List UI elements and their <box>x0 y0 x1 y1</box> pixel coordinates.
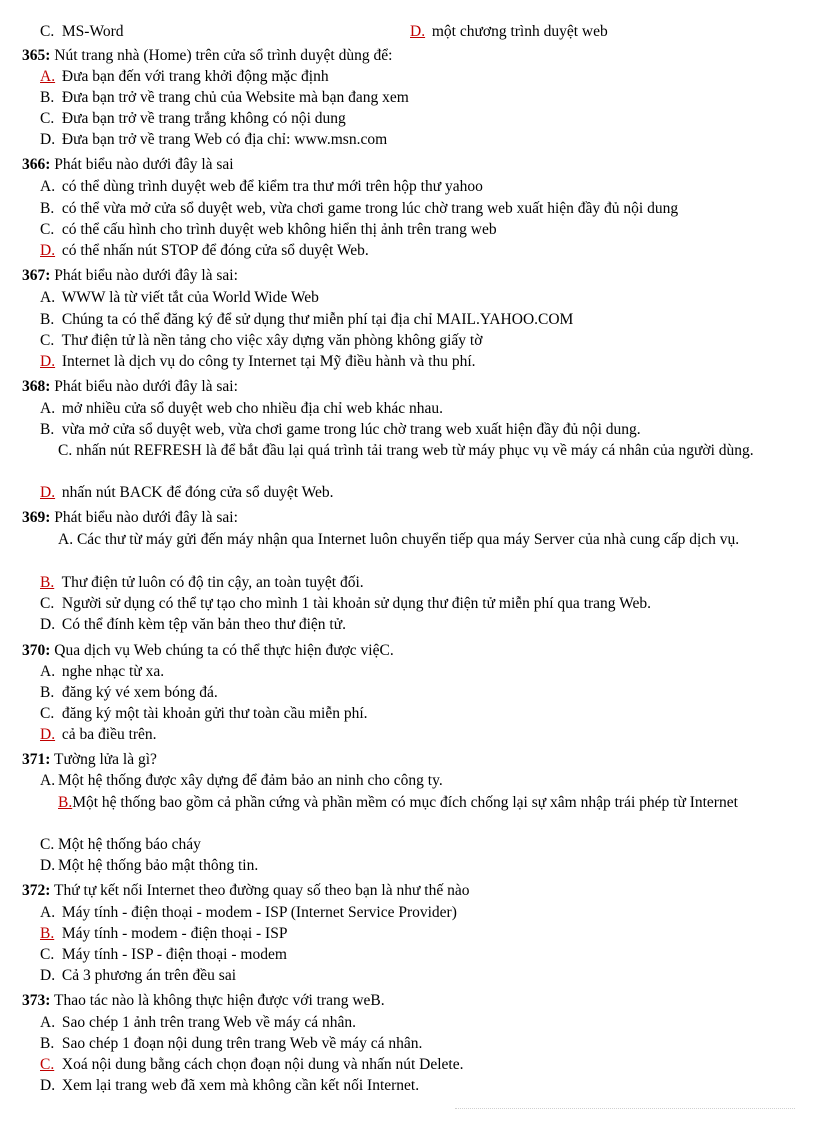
option-366-d: D. có thể nhấn nút STOP để đóng cửa sổ duyệt Web. <box>40 242 369 259</box>
option-366-c: C. có thể cấu hình cho trình duyệt web không hiển thị ảnh trên trang web <box>40 221 497 238</box>
option-370-b: B. đăng ký vé xem bóng đá. <box>40 684 218 701</box>
option-371-d: D. Một hệ thống bảo mật thông tin. <box>40 857 259 874</box>
option-366-a: A. có thể dùng trình duyệt web để kiểm tra thư mới trên hộp thư yahoo <box>40 178 483 195</box>
option-369-d: D. Có thể đính kèm tệp văn bản theo thư điện tử. <box>40 616 346 633</box>
option-367-b: B. Chúng ta có thể đăng ký để sử dụng thư miễn phí tại địa chỉ MAIL.YAHOO.COM <box>40 311 574 328</box>
option-373-b: B. Sao chép 1 đoạn nội dung trên trang Web về máy cá nhân. <box>40 1035 423 1052</box>
option-368-c: C. nhấn nút REFRESH là để bắt đầu lại quá trình tải trang web từ máy phục vụ về máy cá nhân của người dùng. <box>58 442 754 459</box>
question-368: 368: Phát biểu nào dưới đây là sai: <box>22 378 238 395</box>
option-367-a: A. WWW là từ viết tắt của World Wide Web <box>40 289 319 306</box>
option-372-b: B. Máy tính - modem - điện thoại - ISP <box>40 925 288 942</box>
option-370-c: C. đăng ký một tài khoản gửi thư toàn cầu miễn phí. <box>40 705 368 722</box>
option-372-a: A. Máy tính - điện thoại - modem - ISP (Internet Service Provider) <box>40 904 457 921</box>
option-372-d: D. Cả 3 phương án trên đều sai <box>40 967 237 984</box>
option-368-a: A. mở nhiều cửa sổ duyệt web cho nhiều địa chỉ web khác nhau. <box>40 400 444 417</box>
option-368-b: B. vừa mở cửa sổ duyệt web, vừa chơi game trong lúc chờ trang web xuất hiện đầy đủ nội dung. <box>40 421 641 438</box>
option-365-d: D. Đưa bạn trở về trang Web có địa chỉ: www.msn.com <box>40 131 388 148</box>
question-370: 370: Qua dịch vụ Web chúng ta có thể thực hiện được việC. <box>22 642 394 659</box>
question-371: 371: Tường lửa là gì? <box>22 751 157 768</box>
option-367-d: D. Internet là dịch vụ do công ty Internet tại Mỹ điều hành và thu phí. <box>40 353 476 370</box>
option-369-b: B. Thư điện tử luôn có độ tin cậy, an toàn tuyệt đối. <box>40 574 364 591</box>
option-top-c: C. MS-Word <box>40 23 124 40</box>
option-371-b: B.Một hệ thống bao gồm cả phần cứng và phần mềm có mục đích chống lại sự xâm nhập trái phép từ Internet <box>58 794 738 811</box>
option-369-a: A. Các thư từ máy gửi đến máy nhận qua Internet luôn chuyển tiếp qua máy Server của nhà cung cấp dịch vụ. <box>58 531 740 548</box>
question-366: 366: Phát biểu nào dưới đây là sai <box>22 156 234 173</box>
question-369: 369: Phát biểu nào dưới đây là sai: <box>22 509 238 526</box>
option-368-d: D. nhấn nút BACK để đóng cửa sổ duyệt Web. <box>40 484 334 501</box>
option-367-c: C. Thư điện tử là nền tảng cho việc xây dựng văn phòng không giấy tờ <box>40 332 483 349</box>
option-365-b: B. Đưa bạn trở về trang chủ của Website mà bạn đang xem <box>40 89 409 106</box>
question-365: 365: Nút trang nhà (Home) trên cửa sổ trình duyệt dùng để: <box>22 47 393 64</box>
question-367: 367: Phát biểu nào dưới đây là sai: <box>22 267 238 284</box>
option-365-c: C. Đưa bạn trở về trang trắng không có nội dung <box>40 110 346 127</box>
question-373: 373: Thao tác nào là không thực hiện được với trang weB. <box>22 992 385 1009</box>
option-371-a: A. Một hệ thống được xây dựng để đảm bảo an ninh cho công ty. <box>40 772 443 789</box>
option-373-d: D. Xem lại trang web đã xem mà không cần kết nối Internet. <box>40 1077 420 1094</box>
option-370-d: D. cả ba điều trên. <box>40 726 157 743</box>
option-369-c: C. Người sử dụng có thể tự tạo cho mình 1 tài khoản sử dụng thư điện tử miễn phí qua trang Web. <box>40 595 652 612</box>
option-366-b: B. có thể vừa mở cửa sổ duyệt web, vừa chơi game trong lúc chờ trang web xuất hiện đầy đủ nội dung <box>40 200 679 217</box>
footer-dotted-rule <box>455 1108 795 1109</box>
option-371-c: C. Một hệ thống báo cháy <box>40 836 201 853</box>
option-372-c: C. Máy tính - ISP - điện thoại - modem <box>40 946 287 963</box>
option-365-a: A. Đưa bạn đến với trang khởi động mặc định <box>40 68 329 85</box>
option-373-a: A. Sao chép 1 ảnh trên trang Web về máy cá nhân. <box>40 1014 357 1031</box>
question-372: 372: Thứ tự kết nối Internet theo đường quay số theo bạn là như thế nào <box>22 882 470 899</box>
option-370-a: A. nghe nhạc từ xa. <box>40 663 165 680</box>
option-top-d: D. một chương trình duyệt web <box>410 23 608 40</box>
option-373-c: C. Xoá nội dung bằng cách chọn đoạn nội dung và nhấn nút Delete. <box>40 1056 464 1073</box>
